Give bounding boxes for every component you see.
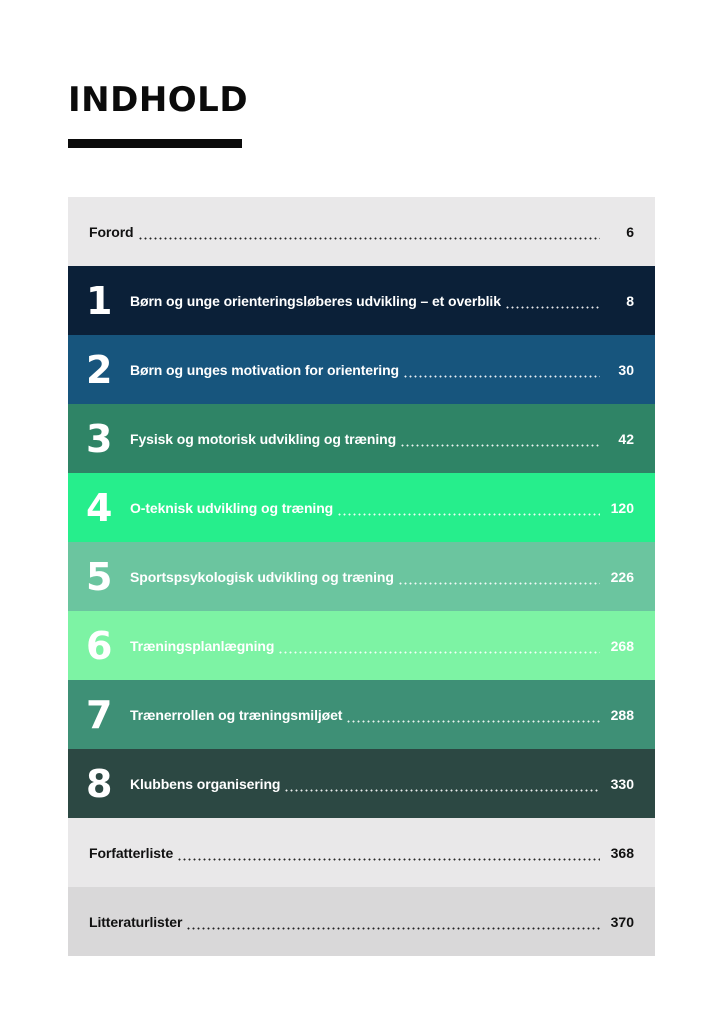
toc-entry-title: Børn og unges motivation for orientering (130, 361, 400, 378)
toc-page-number: 42 (618, 430, 634, 447)
toc-page-number: 268 (610, 637, 634, 654)
dot-leader (398, 572, 600, 586)
toc-chapter-row[interactable] (68, 335, 655, 404)
dot-leader (278, 641, 600, 655)
chapter-number: 1 (86, 278, 113, 323)
dot-leader (186, 917, 600, 931)
page-title: INDHOLD (68, 80, 249, 120)
toc-chapter-row[interactable] (68, 542, 655, 611)
toc-page-number: 8 (626, 292, 634, 309)
table-of-contents (68, 197, 655, 956)
toc-entry-title: Trænerrollen og træningsmiljøet (130, 706, 343, 723)
chapter-number: 7 (86, 692, 113, 737)
toc-page-number: 226 (610, 568, 634, 585)
toc-entry-title: Forord (89, 223, 134, 240)
toc-chapter-row[interactable] (68, 473, 655, 542)
toc-chapter-row[interactable] (68, 404, 655, 473)
toc-entry-title: Træningsplanlægning (130, 637, 275, 654)
dot-leader (505, 296, 600, 310)
dot-leader (403, 365, 600, 379)
toc-page-number: 288 (610, 706, 634, 723)
toc-entry-title: Fysisk og motorisk udvikling og træning (130, 430, 397, 447)
toc-page-number: 30 (618, 361, 634, 378)
toc-entry-title: Klubbens organisering (130, 775, 281, 792)
dot-leader (284, 779, 600, 793)
toc-chapter-row[interactable] (68, 266, 655, 335)
toc-entry-title: O-teknisk udvikling og træning (130, 499, 334, 516)
dot-leader (177, 848, 600, 862)
toc-entry-title: Sportspsykologisk udvikling og træning (130, 568, 394, 585)
dot-leader (400, 434, 600, 448)
toc-row[interactable] (68, 887, 655, 956)
toc-row[interactable] (68, 197, 655, 266)
chapter-number: 5 (86, 554, 113, 599)
chapter-number: 4 (86, 485, 113, 530)
dot-leader (337, 503, 600, 517)
chapter-number: 3 (86, 416, 113, 461)
chapter-number: 8 (86, 761, 113, 806)
toc-entry-title: Børn og unge orienteringsløberes udvikling – et overblik (130, 292, 501, 309)
toc-page-number: 370 (610, 913, 634, 930)
toc-chapter-row[interactable] (68, 749, 655, 818)
toc-page-number: 120 (610, 499, 634, 516)
dot-leader (346, 710, 600, 724)
chapter-number: 6 (86, 623, 113, 668)
toc-page-number: 6 (626, 223, 634, 240)
toc-entry-title: Litteraturlister (89, 913, 183, 930)
dot-leader (138, 227, 600, 241)
toc-page-number: 368 (610, 844, 634, 861)
title-underline (68, 139, 242, 148)
toc-chapter-row[interactable] (68, 680, 655, 749)
chapter-number: 2 (86, 347, 113, 392)
toc-row[interactable] (68, 818, 655, 887)
toc-page-number: 330 (610, 775, 634, 792)
toc-chapter-row[interactable] (68, 611, 655, 680)
toc-entry-title: Forfatterliste (89, 844, 174, 861)
